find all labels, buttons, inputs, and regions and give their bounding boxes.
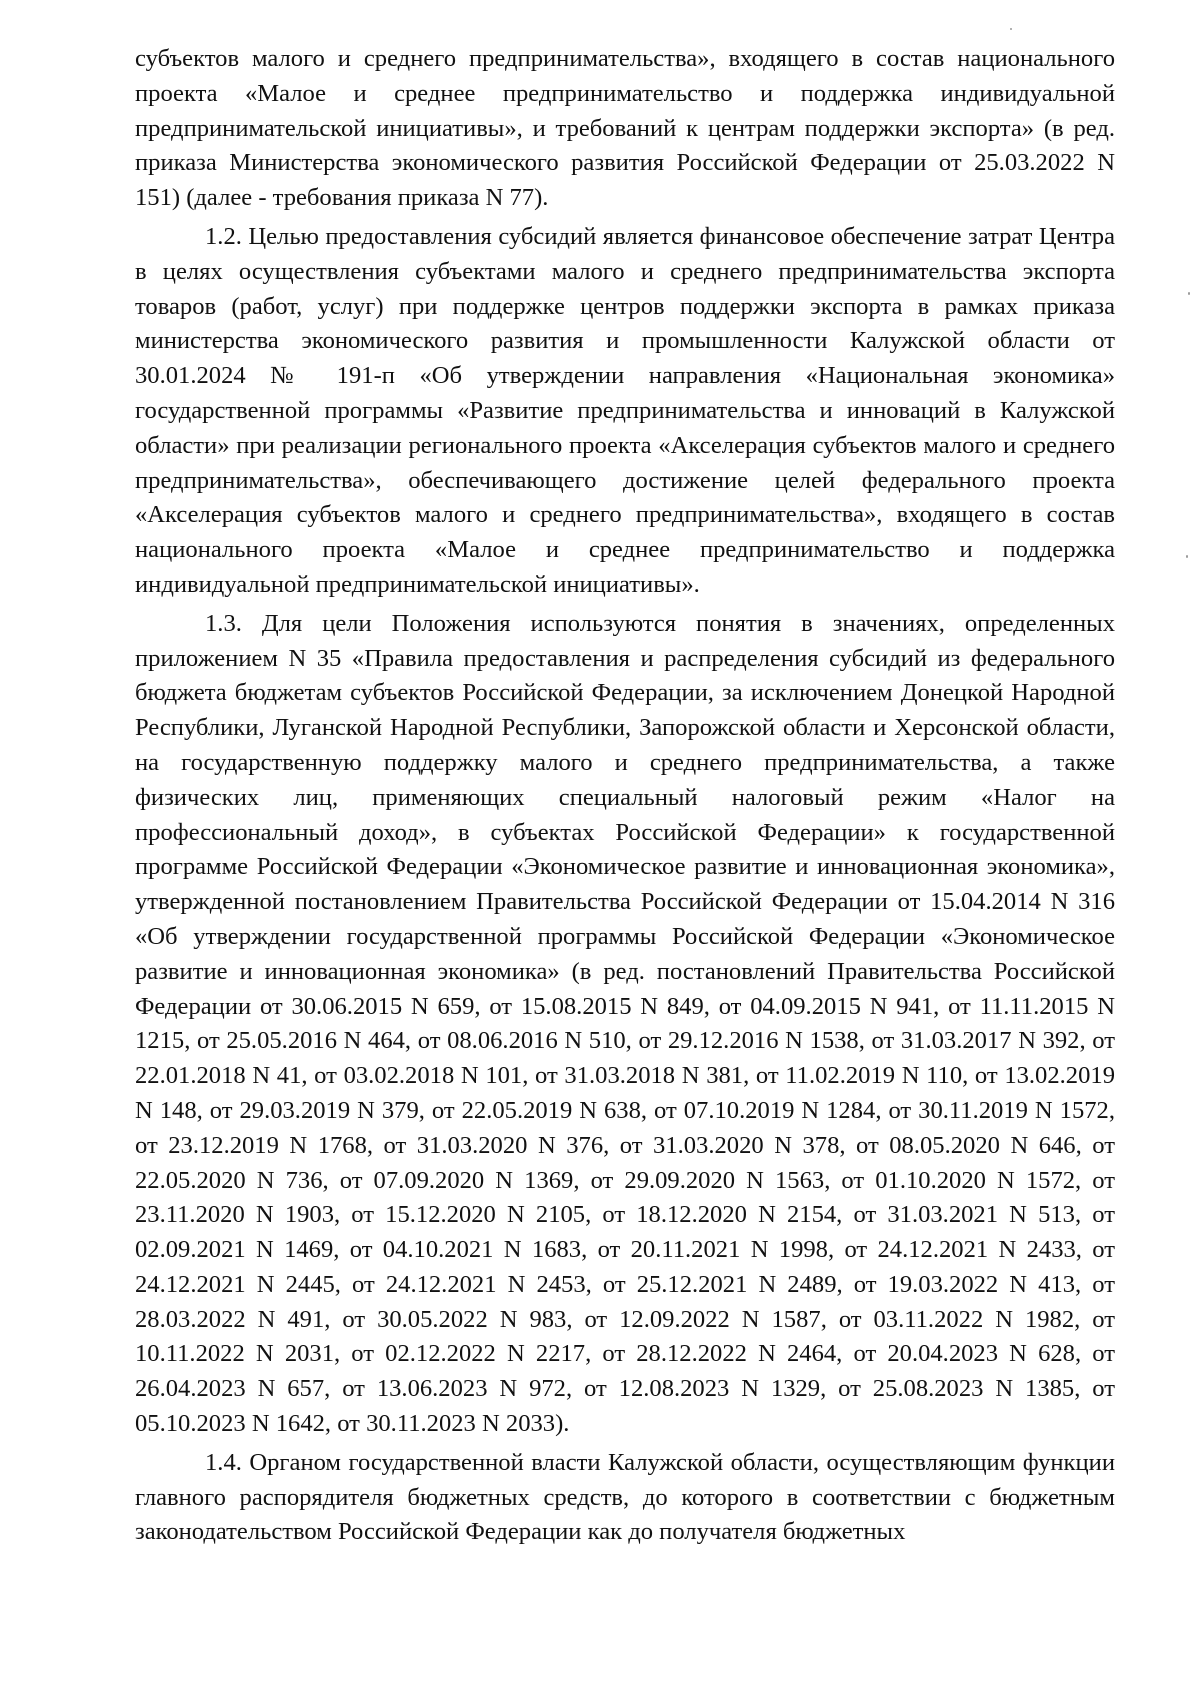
scan-speck bbox=[1186, 555, 1188, 558]
paragraph-clause-1-4: 1.4. Органом государственной власти Калужской области, осуществляющим функции главного распорядителя бюджетных средств, до которого в соответствии с бюджетным законодательством Российской Федерации как до получателя бюджетных bbox=[135, 1448, 1115, 1546]
paragraph-continuation: субъектов малого и среднего предпринимательства», входящего в состав национального проекта «Малое и среднее предпринимательство и поддержка индивидуальной предпринимательской инициативы», и требований к центрам поддержки экспорта» (в ред. приказа Министерства экономического развития Российской Федерации от 25.03.2022 N 151) (далее - требования приказа N 77). bbox=[135, 45, 1115, 212]
paragraph-clause-1-3: 1.3. Для цели Положения используются понятия в значениях, определенных приложением N 35 «Правила предоставления и распределения субсидий из федерального бюджета бюджетам субъектов Российской Федерации, за исключением Донецкой Народной Республики, Луганской Народной Республики, Запорожской области и Херсонской области, на государственную поддержку малого и среднего предпринимательства, а также физических лиц, применяющих специальный налоговый режим «Налог на профессиональный доход», в субъектах Российской Федерации» к государственной программе Российской Федерации «Экономическое развитие и инновационная экономика», утвержденной постановлением Правительства Российской Федерации от 15.04.2014 N 316 «Об утверждении государственной программы Российской Федерации «Экономическое развитие и инновационная экономика» (в ред. постановлений Правительства Российской Федерации от 30.06.2015 N 659, от 15.08.2015 N 849, от 04.09.2015 N 941, от 11.11.2015 N 1215, от 25.05.2016 N 464, от 08.06.2016 N 510, от 29.12.2016 N 1538, от 31.03.2017 N 392, от 22.01.2018 N 41, от 03.02.2018 N 101, от 31.03.2018 N 381, от 11.02.2019 N 110, от 13.02.2019 N 148, от 29.03.2019 N 379, от 22.05.2019 N 638, от 07.10.2019 N 1284, от 30.11.2019 N 1572, от 23.12.2019 N 1768, от 31.03.2020 N 376, от 31.03.2020 N 378, от 08.05.2020 N 646, от 22.05.2020 N 736, от 07.09.2020 N 1369, от 29.09.2020 N 1563, от 01.10.2020 N 1572, от 23.11.2020 N 1903, от 15.12.2020 N 2105, от 18.12.2020 N 2154, от 31.03.2021 N 513, от 02.09.2021 N 1469, от 04.10.2021 N 1683, от 20.11.2021 N 1998, от 24.12.2021 N 2433, от 24.12.2021 N 2445, от 24.12.2021 N 2453, от 25.12.2021 N 2489, от 19.03.2022 N 413, от 28.03.2022 N 491, от 30.05.2022 N 983, от 12.09.2022 N 1587, от 03.11.2022 N 1982, от 10.11.2022 N 2031, от 02.12.2022 N 2217, от 28.12.2022 N 2464, от 20.04.2023 N 628, от 26.04.2023 N 657, от 13.06.2023 N 972, от 12.08.2023 N 1329, от 25.08.2023 N 1385, от 05.10.2023 N 1642, от 30.11.2023 N 2033). bbox=[135, 609, 1115, 1438]
paragraph-clause-1-2: 1.2. Целью предоставления субсидий является финансовое обеспечение затрат Центра в целях осуществления субъектами малого и среднего предпринимательства экспорта товаров (работ, услуг) при поддержке центров поддержки экспорта в рамках приказа министерства экономического развития и промышленности Калужской области от 30.01.2024 № 191-п «Об утверждении направления «Национальная экономика» государственной программы «Развитие предпринимательства и инноваций в Калужской области» при реализации регионального проекта «Акселерация субъектов малого и среднего предпринимательства», обеспечивающего достижение целей федерального проекта «Акселерация субъектов малого и среднего предпринимательства», входящего в состав национального проекта «Малое и среднее предпринимательство и поддержка индивидуальной предпринимательской инициативы». bbox=[135, 222, 1115, 598]
document-page bbox=[135, 42, 1115, 1550]
scan-speck bbox=[1010, 28, 1012, 30]
scan-speck bbox=[1188, 292, 1190, 295]
